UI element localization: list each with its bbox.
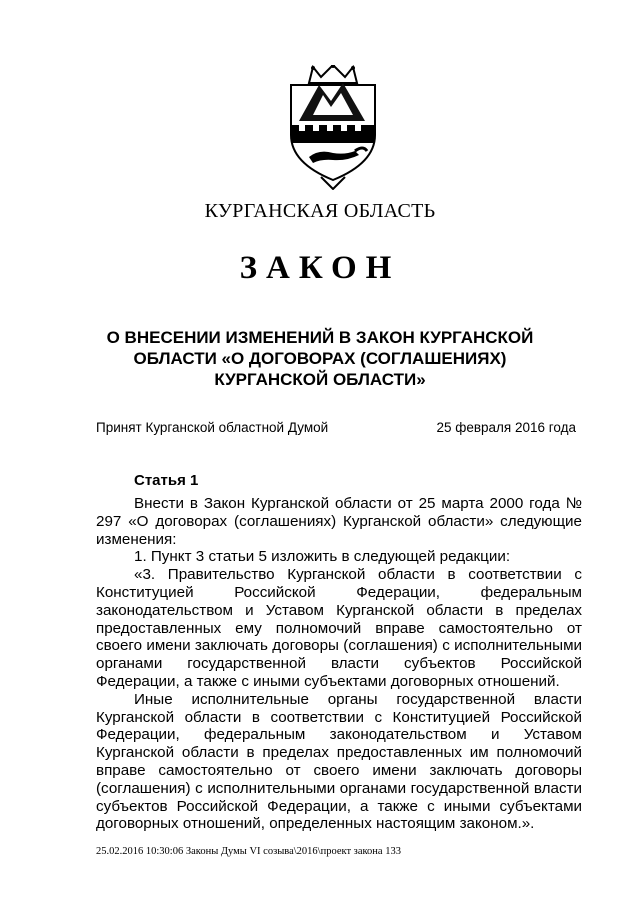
law-title-line: КУРГАНСКОЙ ОБЛАСТИ» <box>214 370 426 389</box>
article-paragraph: Внести в Закон Курганской области от 25 марта 2000 года № 297 «О договорах (соглашениях) Курганской области» следующие изменения: <box>96 495 582 548</box>
law-title-line: ОБЛАСТИ «О ДОГОВОРАХ (СОГЛАШЕНИЯХ) <box>133 349 507 368</box>
law-title <box>95 327 545 390</box>
coat-of-arms-icon <box>285 65 381 190</box>
article-paragraph: Иные исполнительные органы государственной власти Курганской области в соответствии с Конституцией Российской Федерации, федеральным законодательством и Уставом Курганской области в пределах предоставленных им полномочий вправе самостоятельно от своего имени заключать договоры (соглашения) с исполнительными органами государственной власти субъектов Российской Федерации, а также с иными субъектами договорных отношений, определенных настоящим законом.». <box>96 690 582 833</box>
article-paragraph: «3. Правительство Курганской области в соответствии с Конституцией Российской Федерации, федеральным законодательством и Уставом Курганской области в пределах предоставленных ему полномочий вправе самостоятельно от своего имени заключать договоры (соглашения) с исполнительными органами государственной власти субъектов Российской Федерации, а также с иными субъектами договорных отношений. <box>96 566 582 690</box>
adoption-info <box>96 420 576 435</box>
article-body <box>96 495 582 833</box>
file-path-footer: 25.02.2016 10:30:06 Законы Думы VI созыва\2016\проект закона 133 <box>96 846 401 857</box>
region-name: КУРГАНСКАЯ ОБЛАСТЬ <box>204 200 436 222</box>
article-paragraph: 1. Пункт 3 статьи 5 изложить в следующей редакции: <box>134 548 511 566</box>
adoption-date: 25 февраля 2016 года <box>436 420 576 435</box>
document-type: ЗАКОН <box>239 250 401 286</box>
article-heading: Статья 1 <box>134 472 199 489</box>
adopted-by: Принят Курганской областной Думой <box>96 420 329 435</box>
law-title-line: О ВНЕСЕНИИ ИЗМЕНЕНИЙ В ЗАКОН КУРГАНСКОЙ <box>106 328 534 347</box>
